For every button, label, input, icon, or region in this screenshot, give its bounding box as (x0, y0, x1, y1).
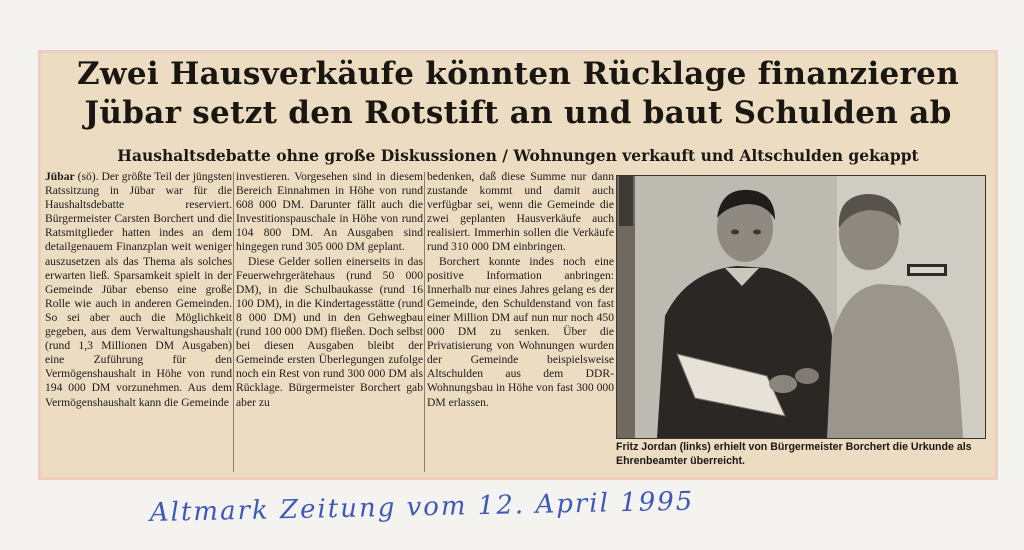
photo-caption: Fritz Jordan (links) erhielt von Bürgermeister Borchert die Urkunde als Ehrenbeamter überreicht. (616, 441, 972, 467)
column-3-paragraph-2: Borchert konnte indes noch eine positive Information anbringen: Innerhalb nur eines Jahres gelang es der Gemeinde, den Schuldenstand von fast einer Million DM auf nun nur noch 450 000 DM zu senken. Über die Privatisierung von Wohnungen wurden der Gemeinde beispielsweise Altschulden aus dem DDR-Wohnungsbau in Höhe von fast 300 000 DM erlassen. (427, 254, 614, 409)
article-photo (616, 175, 986, 439)
column-1-text: Der größte Teil der jüngsten Ratssitzung in Jübar war für die Haushaltsdebatte reserviert. Bürgermeister Carsten Borchert und die Ratsmitglieder hatten indes an dem detailgenauem Finanzplan weit weniger auszusetzen als das Thema als solches erwarten ließ. Sparsamkeit spielt in der Gemeinde Jübar ebenso eine große Rolle wie auch in anderen Gemeinden. So sei aber auch die Möglichkeit gegeben, aus dem Verwaltungshaushalt (rund 1,3 Millionen DM Ausgaben) eine Zuführung für den Vermögenshaushalt in Höhe von rund 194 000 DM vorzunehmen. Aus dem Vermögenshaushalt kann die Gemeinde (45, 170, 232, 409)
handwritten-source-note: Altmark Zeitung vom 12. April 1995 (149, 486, 695, 528)
article-column-1 (45, 170, 232, 475)
article-column-3 (427, 170, 614, 475)
photo-two-men-certificate (617, 176, 985, 438)
column-2-paragraph-2: Diese Gelder sollen einerseits in das Feuerwehrgerätehaus (rund 50 000 DM), in die Schulbaukasse (rund 16 100 DM), in die Kindertagesstätte (rund 8 000 DM) und in den Gehwegbau (rund 100 000 DM) fließen. Doch selbst bei diesen Ausgaben bleibt der Gemeinde ersten Überlegungen zufolge noch ein Rest von rund 300 000 DM als Rücklage. Bürgermeister Borchert gab aber zu (236, 254, 423, 409)
column-2-paragraph-1: investieren. Vorgesehen sind in diesem Bereich Einnahmen in Höhe von rund 608 000 DM. Darunter fällt auch die Investitionspauschale in Höhe von rund 104 800 DM. An Ausgaben sind hingegen rund 305 000 DM geplant. (236, 170, 423, 254)
headline-main: Zwei Hausverkäufe könnten Rücklage finanzieren (76, 56, 960, 92)
column-1-paragraph-1 (45, 170, 232, 410)
byline: (sö). (77, 170, 99, 183)
column-divider (424, 172, 425, 472)
column-divider (233, 172, 234, 472)
dateline: Jübar (45, 170, 75, 183)
article-column-2 (236, 170, 423, 475)
column-3-paragraph-1: bedenken, daß diese Summe nur dann zustande kommt und damit auch verfügbar sei, wenn die Gemeinde die zwei geplanten Hausverkäufe auch realisiert. Immerhin sollen die Verkäufe rund 310 000 DM einbringen. (427, 170, 614, 254)
newspaper-clipping (38, 50, 998, 480)
subheadline: Haushaltsdebatte ohne große Diskussionen / Wohnungen verkauft und Altschulden gekappt (117, 146, 919, 165)
headline-second: Jübar setzt den Rotstift an und baut Schulden ab (84, 95, 952, 131)
